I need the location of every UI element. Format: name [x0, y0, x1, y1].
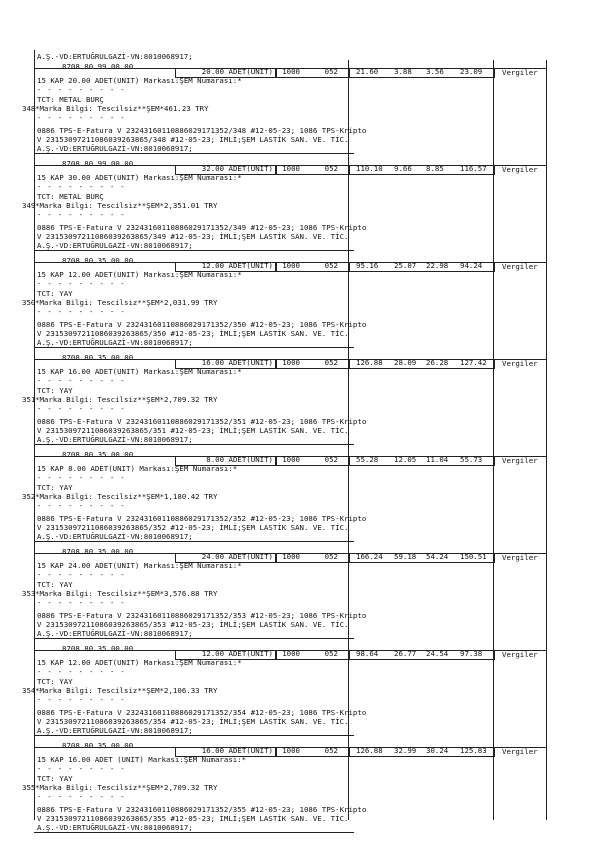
package-line: 15 KAP 20.00 ADET(UNIT) Markası:ŞEM Numarası:* — [37, 76, 242, 85]
value-3: 11.04 — [426, 455, 449, 464]
dashes: - - - - - - - - - — [37, 114, 126, 122]
code-1: 1000 — [282, 261, 300, 270]
invoice-line-3: A.Ş.-VD:ERTUĞRULGAZİ-VN:8010068917; — [37, 338, 193, 347]
code-2: 052 — [324, 455, 338, 464]
dashes: - - - - - - - - - — [37, 308, 126, 316]
code-1: 1000 — [282, 455, 300, 464]
invoice-line-1: 0886 TPS-E-Fatura V 23243160110886029171352/350 #12-05-23; 1086 TPS-Kripto — [37, 320, 367, 329]
code-2: 052 — [324, 649, 338, 658]
list-item — [0, 450, 595, 547]
value-2: 32.99 — [394, 746, 417, 755]
dashes: - - - - - - - - - — [37, 696, 126, 704]
value-2: 28.09 — [394, 358, 417, 367]
tax-label: Vergiler — [502, 359, 538, 368]
quantity: 16.00 ADET(UNIT) — [201, 358, 273, 367]
quantity: 24.00 ADET(UNIT) — [201, 552, 273, 561]
tct-line: TCT: YAY — [37, 580, 73, 589]
list-item — [0, 547, 595, 644]
invoice-line-2: V 23153097211086039263865/353 #12-05-23; İMLİ;ŞEM LASTİK SAN. VE. TİC. — [37, 620, 349, 629]
brand-line: *Marka Bilgi: Tescilsiz**ŞEM*2,709.32 TRY — [35, 783, 218, 792]
row-bottom-rule — [34, 153, 354, 154]
item-number: 355 — [22, 783, 36, 792]
brand-line: *Marka Bilgi: Tescilsiz**ŞEM*461.23 TRY — [35, 104, 209, 113]
dashes: - - - - - - - - - — [37, 793, 126, 801]
invoice-line-1: 0886 TPS-E-Fatura V 23243160110886029171352/355 #12-05-23; 1086 TPS-Kripto — [37, 805, 367, 814]
quantity: 12.00 ADET(UNIT) — [201, 261, 273, 270]
invoice-line-3: A.Ş.-VD:ERTUĞRULGAZİ-VN:8010068917; — [37, 532, 193, 541]
value-4: 55.73 — [460, 455, 483, 464]
row-bottom-rule — [34, 638, 354, 639]
dashes: - - - - - - - - - — [37, 183, 126, 191]
dashes: - - - - - - - - - — [37, 280, 126, 288]
item-number: 354 — [22, 686, 36, 695]
row-bottom-rule — [34, 347, 354, 348]
code-1: 1000 — [282, 67, 300, 76]
value-3: 22.98 — [426, 261, 449, 270]
value-1: 98.64 — [356, 649, 379, 658]
list-item — [0, 353, 595, 450]
value-4: 97.38 — [460, 649, 483, 658]
value-4: 150.51 — [460, 552, 487, 561]
invoice-line-3: A.Ş.-VD:ERTUĞRULGAZİ-VN:8010068917; — [37, 726, 193, 735]
gtip-code: 8708.80.35.00.00 — [62, 741, 134, 750]
value-3: 30.24 — [426, 746, 449, 755]
value-4: 125.83 — [460, 746, 487, 755]
quantity: 32.00 ADET(UNIT) — [201, 164, 273, 173]
tct-line: TCT: METAL BURÇ — [37, 192, 104, 201]
tct-line: TCT: METAL BURÇ — [37, 95, 104, 104]
row-bottom-rule — [34, 735, 354, 736]
value-3: 26.28 — [426, 358, 449, 367]
invoice-line-2: V 23153097211086039263865/351 #12-05-23; İMLİ;ŞEM LASTİK SAN. VE. TİC. — [37, 426, 349, 435]
value-3: 8.85 — [426, 164, 444, 173]
value-4: 127.42 — [460, 358, 487, 367]
list-item — [0, 644, 595, 741]
tax-label: Vergiler — [502, 68, 538, 77]
item-number: 351 — [22, 395, 36, 404]
tct-line: TCT: YAY — [37, 483, 73, 492]
tax-label: Vergiler — [502, 262, 538, 271]
list-item — [0, 256, 595, 353]
quantity: 16.00 ADET(UNIT) — [201, 746, 273, 755]
value-2: 26.77 — [394, 649, 417, 658]
value-1: 126.88 — [356, 358, 383, 367]
package-line: 15 KAP 8.00 ADET(UNIT) Markası:ŞEM Numarası:* — [37, 464, 238, 473]
value-2: 3.88 — [394, 67, 412, 76]
invoice-line-3: A.Ş.-VD:ERTUĞRULGAZİ-VN:8010068917; — [37, 144, 193, 153]
tax-label: Vergiler — [502, 747, 538, 756]
gtip-code: 8708.80.99.00.00 — [62, 62, 134, 71]
dashes: - - - - - - - - - — [37, 86, 126, 94]
invoice-line-1: 0886 TPS-E-Fatura V 23243160110886029171352/351 #12-05-23; 1086 TPS-Kripto — [37, 417, 367, 426]
package-line: 15 KAP 12.00 ADET(UNIT) Markası:ŞEM Numarası:* — [37, 270, 242, 279]
brand-line: *Marka Bilgi: Tescilsiz**ŞEM*2,351.01 TRY — [35, 201, 218, 210]
item-number: 352 — [22, 492, 36, 501]
value-4: 23.09 — [460, 67, 483, 76]
gtip-code: 8708.80.99.00.00 — [62, 159, 134, 168]
code-2: 052 — [324, 746, 338, 755]
brand-line: *Marka Bilgi: Tescilsiz**ŞEM*1,180.42 TRY — [35, 492, 218, 501]
value-1: 126.88 — [356, 746, 383, 755]
value-4: 116.57 — [460, 164, 487, 173]
tax-label: Vergiler — [502, 553, 538, 562]
top-line: A.Ş.-VD:ERTUĞRULGAZİ-VN:8010068917; — [37, 52, 193, 61]
value-2: 25.07 — [394, 261, 417, 270]
invoice-line-3: A.Ş.-VD:ERTUĞRULGAZİ-VN:8010068917; — [37, 241, 193, 250]
tct-line: TCT: YAY — [37, 289, 73, 298]
invoice-line-2: V 23153097211086039263865/350 #12-05-23; İMLİ;ŞEM LASTİK SAN. VE. TİC. — [37, 329, 349, 338]
quantity: 12.00 ADET(UNIT) — [201, 649, 273, 658]
value-2: 59.18 — [394, 552, 417, 561]
gtip-code: 8708.80.35.00.00 — [62, 547, 134, 556]
quantity: 8.00 ADET(UNIT) — [206, 455, 273, 464]
brand-line: *Marka Bilgi: Tescilsiz**ŞEM*3,576.88 TRY — [35, 589, 218, 598]
list-item — [0, 62, 595, 159]
gtip-code: 8708.80.35.00.00 — [62, 450, 134, 459]
dashes: - - - - - - - - - — [37, 474, 126, 482]
code-1: 1000 — [282, 649, 300, 658]
dashes: - - - - - - - - - — [37, 668, 126, 676]
list-item — [0, 159, 595, 256]
tct-line: TCT: YAY — [37, 677, 73, 686]
brand-line: *Marka Bilgi: Tescilsiz**ŞEM*2,709.32 TRY — [35, 395, 218, 404]
invoice-line-2: V 23153097211086039263865/355 #12-05-23; İMLİ;ŞEM LASTİK SAN. VE. TİC. — [37, 814, 349, 823]
package-line: 15 KAP 16.00 ADET(UNIT) Markası:ŞEM Numarası:* — [37, 367, 242, 376]
tct-line: TCT: YAY — [37, 774, 73, 783]
row-bottom-rule — [34, 250, 354, 251]
code-1: 1000 — [282, 746, 300, 755]
invoice-line-1: 0886 TPS-E-Fatura V 23243160110886029171352/348 #12-05-23; 1086 TPS-Kripto — [37, 126, 367, 135]
package-line: 15 KAP 24.00 ADET(UNIT) Markası:ŞEM Numarası:* — [37, 561, 242, 570]
invoice-line-2: V 23153097211086039263865/354 #12-05-23; İMLİ;ŞEM LASTİK SAN. VE. TİC. — [37, 717, 349, 726]
item-number: 350 — [22, 298, 36, 307]
invoice-line-3: A.Ş.-VD:ERTUĞRULGAZİ-VN:8010068917; — [37, 435, 193, 444]
dashes: - - - - - - - - - — [37, 571, 126, 579]
value-1: 95.16 — [356, 261, 379, 270]
code-1: 1000 — [282, 358, 300, 367]
item-number: 349 — [22, 201, 36, 210]
invoice-line-3: A.Ş.-VD:ERTUĞRULGAZİ-VN:8010068917; — [37, 629, 193, 638]
code-1: 1000 — [282, 552, 300, 561]
value-1: 55.28 — [356, 455, 379, 464]
list-item — [0, 741, 595, 838]
invoice-line-2: V 23153097211086039263865/352 #12-05-23; İMLİ;ŞEM LASTİK SAN. VE. TİC. — [37, 523, 349, 532]
package-line: 15 KAP 16.00 ADET (UNIT) Markası:ŞEM Numarası:* — [37, 755, 247, 764]
invoice-line-1: 0886 TPS-E-Fatura V 23243160110886029171352/354 #12-05-23; 1086 TPS-Kripto — [37, 708, 367, 717]
row-bottom-rule — [34, 832, 354, 833]
code-2: 052 — [324, 67, 338, 76]
value-3: 54.24 — [426, 552, 449, 561]
tax-label: Vergiler — [502, 650, 538, 659]
invoice-line-3: A.Ş.-VD:ERTUĞRULGAZİ-VN:8010068917; — [37, 823, 193, 832]
tax-label: Vergiler — [502, 165, 538, 174]
dashes: - - - - - - - - - — [37, 765, 126, 773]
invoice-line-1: 0886 TPS-E-Fatura V 23243160110886029171352/352 #12-05-23; 1086 TPS-Kripto — [37, 514, 367, 523]
value-2: 9.66 — [394, 164, 412, 173]
dashes: - - - - - - - - - — [37, 377, 126, 385]
dashes: - - - - - - - - - — [37, 211, 126, 219]
value-3: 24.54 — [426, 649, 449, 658]
gtip-code: 8708.80.35.00.00 — [62, 256, 134, 265]
code-2: 052 — [324, 552, 338, 561]
tct-line: TCT: YAY — [37, 386, 73, 395]
invoice-line-1: 0886 TPS-E-Fatura V 23243160110886029171352/353 #12-05-23; 1086 TPS-Kripto — [37, 611, 367, 620]
row-bottom-rule — [34, 541, 354, 542]
dashes: - - - - - - - - - — [37, 599, 126, 607]
invoice-line-2: V 23153097211086039263865/348 #12-05-23; İMLİ;ŞEM LASTİK SAN. VE. TİC. — [37, 135, 349, 144]
dashes: - - - - - - - - - — [37, 502, 126, 510]
item-number: 353 — [22, 589, 36, 598]
value-3: 3.56 — [426, 67, 444, 76]
code-2: 052 — [324, 164, 338, 173]
quantity: 20.00 ADET(UNIT) — [201, 67, 273, 76]
gtip-code: 8708.80.35.00.00 — [62, 353, 134, 362]
value-1: 166.24 — [356, 552, 383, 561]
value-1: 110.10 — [356, 164, 383, 173]
value-1: 21.60 — [356, 67, 379, 76]
invoice-line-1: 0886 TPS-E-Fatura V 23243160110886029171352/349 #12-05-23; 1086 TPS-Kripto — [37, 223, 367, 232]
row-bottom-rule — [34, 444, 354, 445]
package-line: 15 KAP 12.00 ADET(UNIT) Markası:ŞEM Numarası:* — [37, 658, 242, 667]
package-line: 15 KAP 30.00 ADET(UNIT) Markası:ŞEM Numarası:* — [37, 173, 242, 182]
invoice-line-2: V 23153097211086039263865/349 #12-05-23; İMLİ;ŞEM LASTİK SAN. VE. TİC. — [37, 232, 349, 241]
tax-label: Vergiler — [502, 456, 538, 465]
gtip-code: 8708.80.35.00.00 — [62, 644, 134, 653]
brand-line: *Marka Bilgi: Tescilsiz**ŞEM*2,106.33 TRY — [35, 686, 218, 695]
dashes: - - - - - - - - - — [37, 405, 126, 413]
code-2: 052 — [324, 358, 338, 367]
value-4: 94.24 — [460, 261, 483, 270]
code-2: 052 — [324, 261, 338, 270]
item-number: 348 — [22, 104, 36, 113]
code-1: 1000 — [282, 164, 300, 173]
brand-line: *Marka Bilgi: Tescilsiz**ŞEM*2,031.99 TRY — [35, 298, 218, 307]
value-2: 12.05 — [394, 455, 417, 464]
